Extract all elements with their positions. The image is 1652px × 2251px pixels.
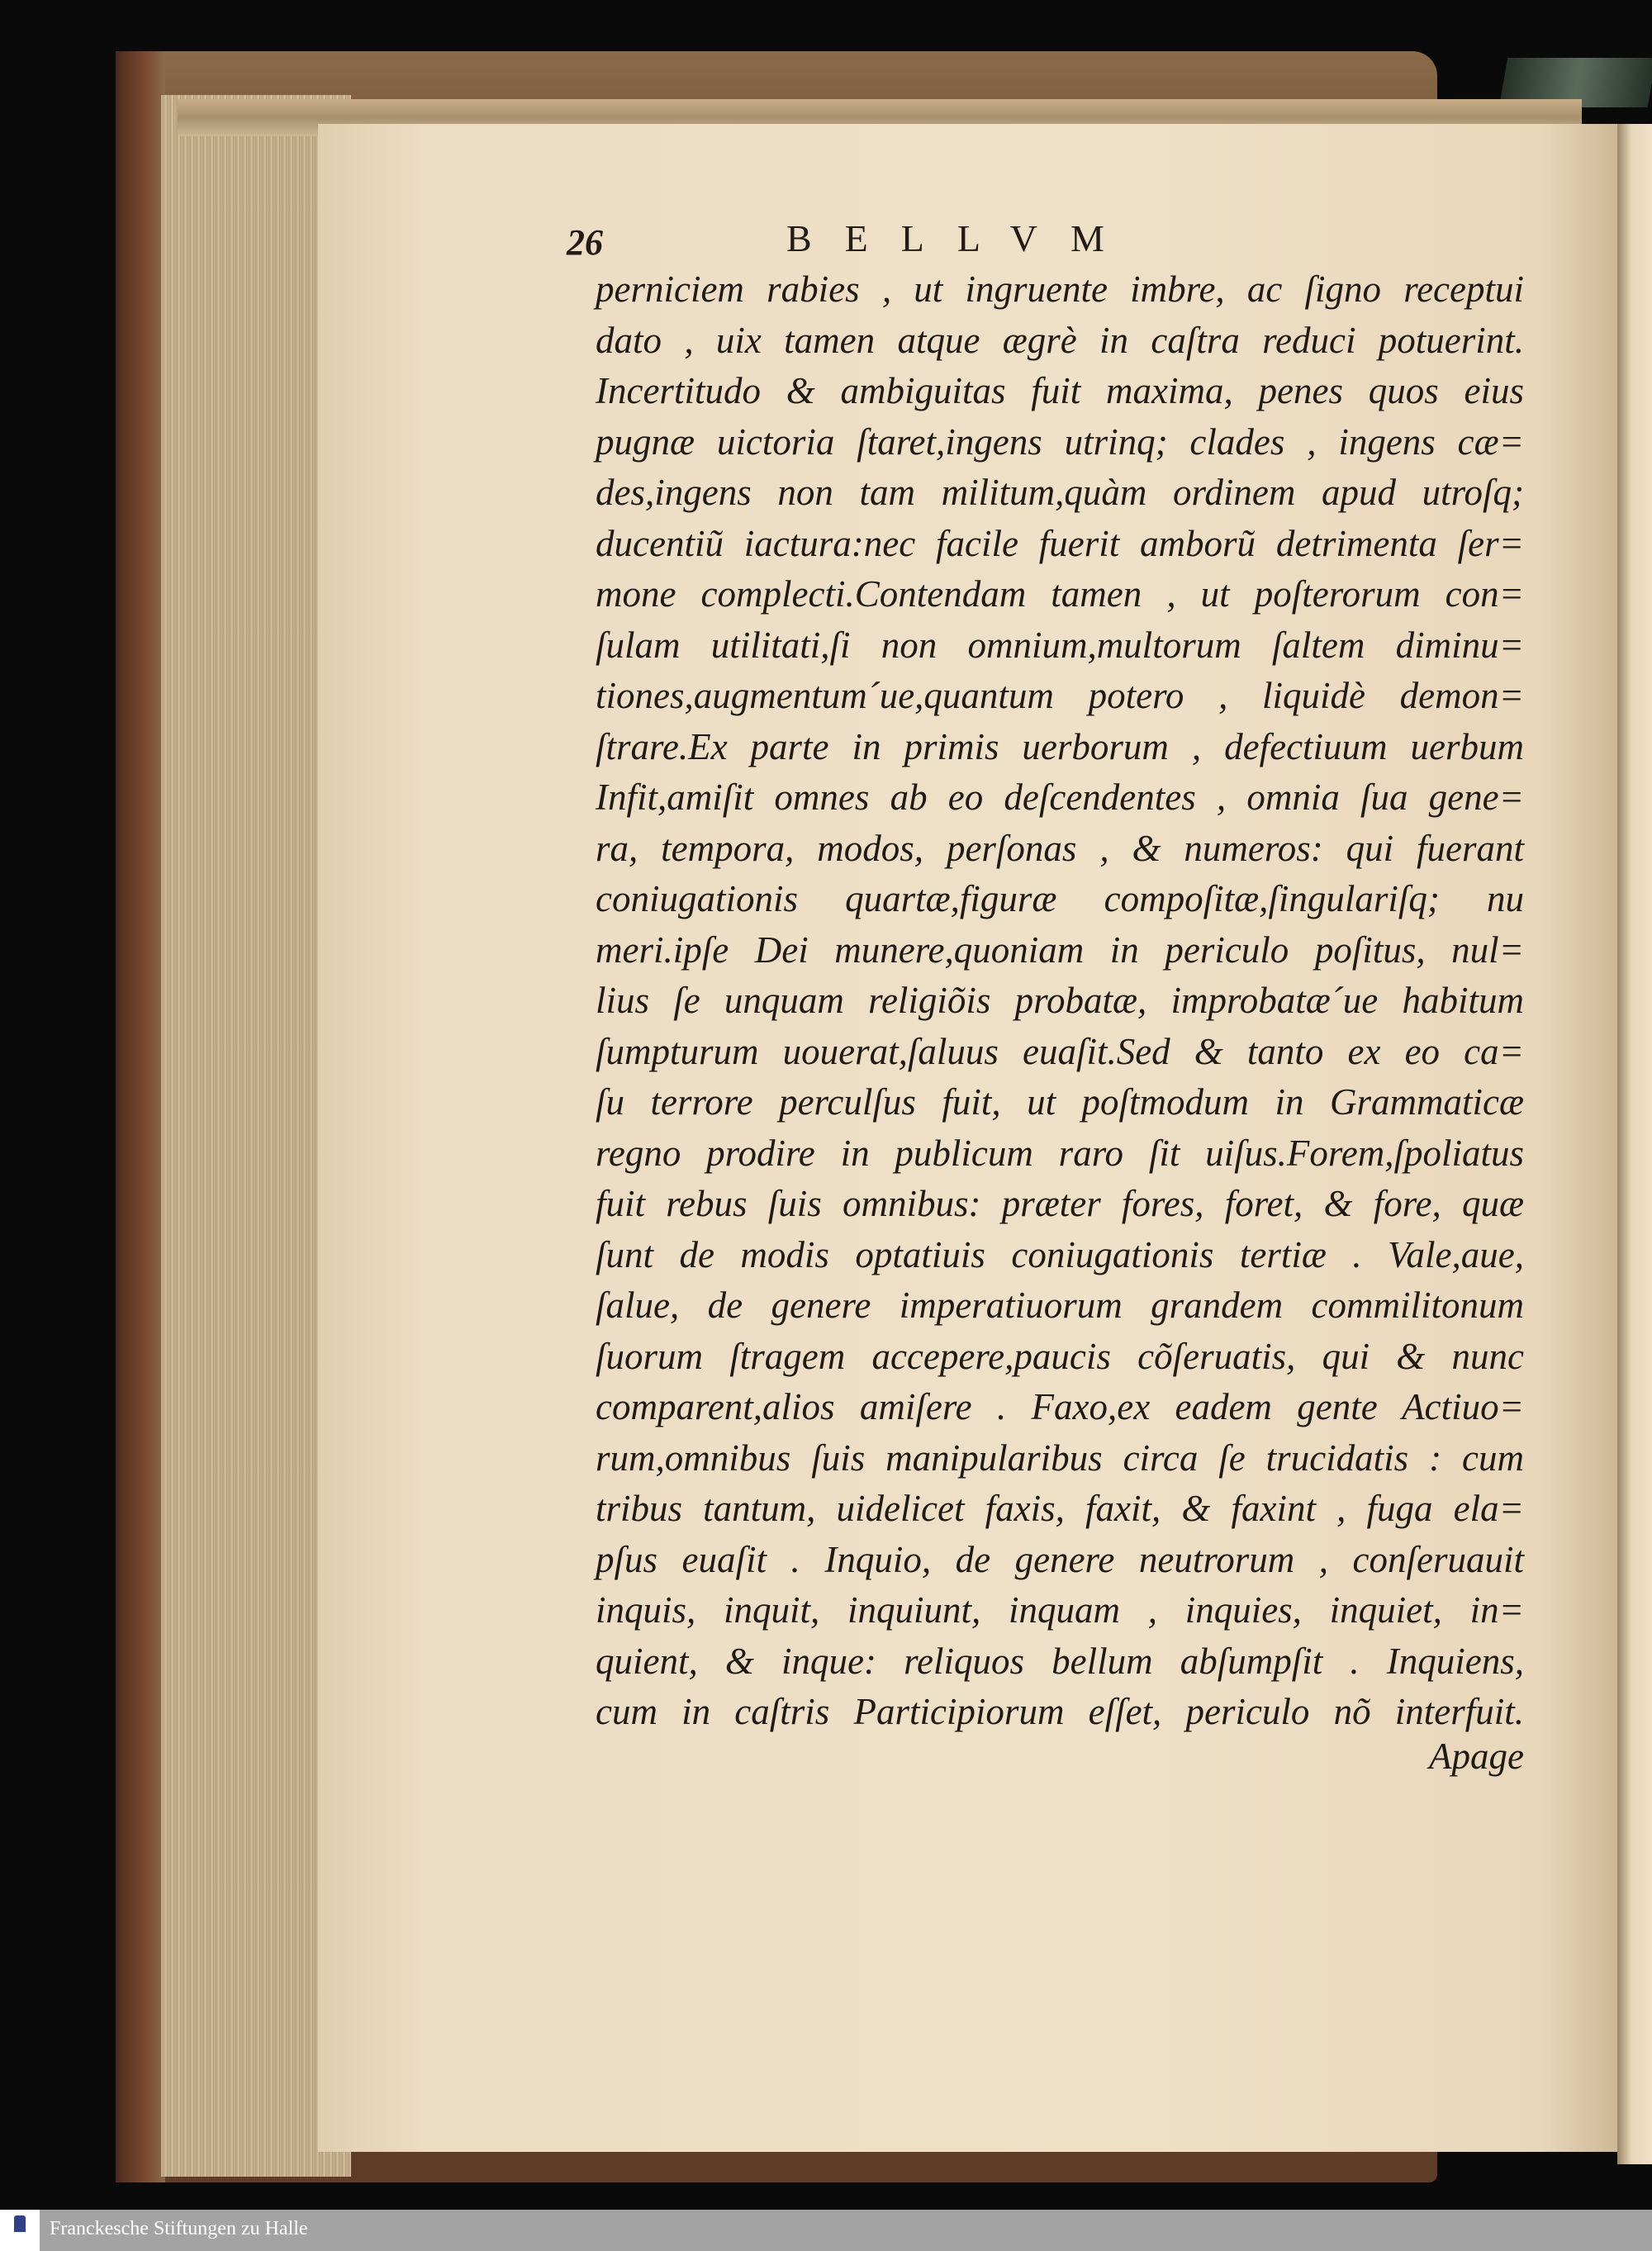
- text-line: pugnæ uictoria ſtaret,ingens utrinq; clades , ingens cæ=: [596, 420, 1524, 463]
- text-line: Incertitudo & ambiguitas fuit maxima, penes quos eius: [596, 370, 1524, 411]
- catchword: Apage: [1429, 1736, 1524, 1777]
- text-line: ſalue, de genere imperatiuorum grandem commilitonum: [596, 1285, 1524, 1326]
- text-line: ſuorum ſtragem accepere,paucis cõſeruatis, qui & nunc: [596, 1335, 1524, 1377]
- text-line: dato , uix tamen atque ægrè in caſtra reduci potuerint.: [596, 319, 1524, 361]
- text-line: comparent,alios amiſere . Faxo,ex eadem gente Actiuo=: [596, 1386, 1524, 1427]
- page-number: 26: [567, 222, 603, 263]
- text-line: rum,omnibus ſuis manipularibus circa ſe trucidatis : cum: [596, 1437, 1524, 1479]
- text-line: cum in caſtris Participiorum eſſet, periculo nõ interfuit.: [596, 1691, 1524, 1732]
- running-head: BELLVM: [786, 217, 1137, 259]
- text-line: pſus euaſit . Inquio, de genere neutrorum , conſeruauit: [596, 1538, 1524, 1580]
- text-line: ſumpturum uouerat,ſaluus euaſit.Sed & tanto ex eo ca=: [596, 1030, 1524, 1072]
- text-line: fuit rebus ſuis omnibus: præter fores, foret, & fore, quæ: [596, 1183, 1524, 1224]
- text-line: ducentiũ iactura:nec facile fuerit amborũ detrimenta ſer=: [596, 522, 1524, 564]
- text-line: meri.ipſe Dei munere,quoniam in periculo poſitus, nul=: [596, 928, 1524, 971]
- logo-figure-icon: [14, 2215, 26, 2232]
- body-text: [596, 264, 1524, 1738]
- book-spine-edge: [116, 51, 165, 2182]
- text-line: ſulam utilitati,ſi non omnium,multorum ſaltem diminu=: [596, 624, 1524, 666]
- text-line: inquis, inquit, inquiunt, inquam , inquies, inquiet, in=: [596, 1589, 1524, 1631]
- institution-logo: [0, 2210, 40, 2251]
- text-line: coniugationis quartæ,figuræ compoſitæ,ſingulariſq; nu: [596, 878, 1524, 919]
- text-line: ra, tempora, modos, perſonas , & numeros: qui fuerant: [596, 827, 1524, 869]
- text-line: perniciem rabies , ut ingruente imbre, ac ſigno receptui: [596, 268, 1524, 310]
- text-line: lius ſe unquam religiõis probatæ, improbatæ´ue habitum: [596, 980, 1524, 1021]
- text-line: ſtrare.Ex parte in primis uerborum , defectiuum uerbum: [596, 725, 1524, 767]
- footer-bar: [0, 2210, 1652, 2251]
- facing-page-edge: [1617, 124, 1652, 2164]
- text-line: ſu terrore perculſus fuit, ut poſtmodum in Grammaticæ: [596, 1081, 1524, 1123]
- text-line: regno prodire in publicum raro ſit uiſus.Forem,ſpoliatus: [596, 1132, 1524, 1174]
- text-line: Infit,amiſit omnes ab eo deſcendentes , omnia ſua gene=: [596, 776, 1524, 818]
- text-line: tiones,augmentum´ue,quantum potero , liquidè demon=: [596, 675, 1524, 716]
- text-line: mone complecti.Contendam tamen , ut poſterorum con=: [596, 573, 1524, 615]
- text-line: des,ingens non tam militum,quàm ordinem apud utroſq;: [596, 472, 1524, 513]
- text-line: ſunt de modis optatiuis coniugationis tertiæ . Vale,aue,: [596, 1233, 1524, 1275]
- text-line: quient, & inque: reliquos bellum abſumpſit . Inquiens,: [596, 1640, 1524, 1682]
- text-line: tribus tantum, uidelicet faxis, faxit, & faxint , fuga ela=: [596, 1488, 1524, 1529]
- institution-name: Franckesche Stiftungen zu Halle: [50, 2218, 308, 2239]
